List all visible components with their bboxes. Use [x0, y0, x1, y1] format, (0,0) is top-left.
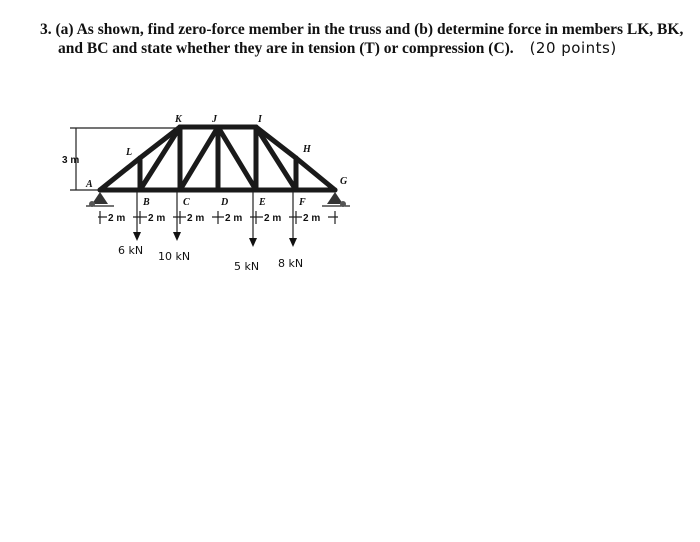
spacing-dim-6: 2 m [303, 213, 321, 224]
joint-label-J: J [212, 114, 217, 125]
load-label-F: 8 kN [278, 257, 304, 270]
joint-label-A: A [86, 179, 93, 190]
joint-label-E: E [259, 197, 266, 208]
joint-label-I: I [258, 114, 262, 125]
spacing-dim-3: 2 m [187, 213, 205, 224]
spacing-dim-1: 2 m [108, 213, 126, 224]
spacing-dim-5: 2 m [264, 213, 282, 224]
joint-label-C: C [183, 197, 190, 208]
member-AL [100, 158, 140, 190]
joint-label-G: G [340, 176, 348, 187]
member-CJ [180, 127, 218, 190]
spacing-dimension [98, 211, 338, 224]
spacing-dim-4: 2 m [225, 213, 243, 224]
member-IF [256, 127, 296, 190]
load-label-B: 6 kN [118, 244, 144, 257]
question-number: 3. [40, 21, 52, 38]
points-note: (20 points) [529, 39, 617, 57]
roller-support-G [322, 192, 350, 207]
joint-label-L: L [126, 147, 133, 158]
spacing-dim-2: 2 m [148, 213, 166, 224]
height-dim-label: 3 m [62, 155, 80, 166]
member-LK [140, 127, 180, 158]
load-label-E: 5 kN [234, 260, 260, 273]
load-label-C: 10 kN [158, 250, 191, 263]
pin-support-A [86, 192, 114, 207]
question-part-a: (a) As shown, find zero-force member in the truss and (b) determine force in members LK, BK, [55, 21, 684, 38]
truss-members [100, 127, 335, 190]
member-BK [140, 127, 180, 190]
joint-label-H: H [303, 144, 311, 155]
joint-label-B: B [143, 197, 150, 208]
joint-label-K: K [175, 114, 182, 125]
joint-label-D: D [221, 197, 229, 208]
joint-label-F: F [299, 197, 306, 208]
member-IH [256, 127, 296, 158]
question-part-b: and BC and state whether they are in tension (T) or compression (C). [58, 40, 514, 57]
member-JE [218, 127, 256, 190]
member-HG [296, 158, 335, 190]
